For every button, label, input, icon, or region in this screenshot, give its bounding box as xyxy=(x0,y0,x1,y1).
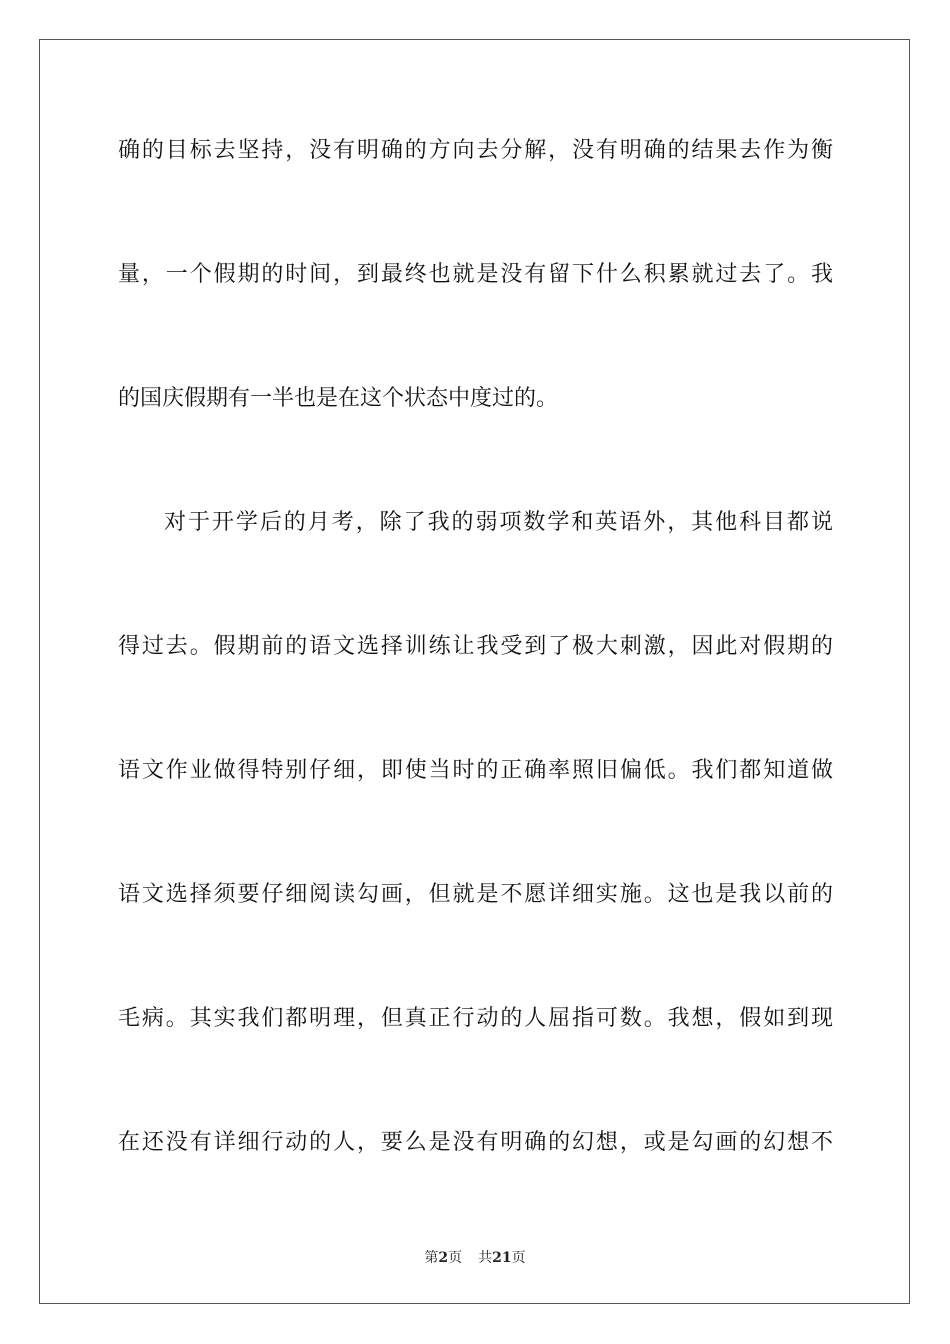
page-border xyxy=(39,39,910,1304)
text-line: 毛病。其实我们都明理，但真正行动的人屈指可数。我想，假如到现 xyxy=(118,1006,833,1031)
text-line: 语文选择须要仔细阅读勾画，但就是不愿详细实施。这也是我以前的 xyxy=(118,882,833,907)
text-line: 的国庆假期有一半也是在这个状态中度过的。 xyxy=(118,386,559,411)
paragraph-first-line: 对于开学后的月考，除了我的弱项数学和英语外，其他科目都说 xyxy=(164,510,833,535)
page-prefix: 第 xyxy=(424,1250,439,1266)
text-line: 确的目标去坚持，没有明确的方向去分解，没有明确的结果去作为衡 xyxy=(118,138,833,163)
text-line: 量，一个假期的时间，到最终也就是没有留下什么积累就过去了。我 xyxy=(118,262,833,287)
page-number: 2 xyxy=(438,1250,449,1266)
total-pages: 21 xyxy=(492,1250,512,1266)
total-prefix: 共 xyxy=(478,1250,493,1266)
page-suffix: 页 xyxy=(448,1250,463,1266)
text-line: 语文作业做得特别仔细，即使当时的正确率照旧偏低。我们都知道做 xyxy=(118,758,833,783)
page-footer xyxy=(0,1247,950,1267)
total-suffix: 页 xyxy=(511,1250,526,1266)
text-line: 得过去。假期前的语文选择训练让我受到了极大刺激，因此对假期的 xyxy=(118,634,833,659)
text-line: 在还没有详细行动的人，要么是没有明确的幻想，或是勾画的幻想不 xyxy=(118,1130,833,1155)
